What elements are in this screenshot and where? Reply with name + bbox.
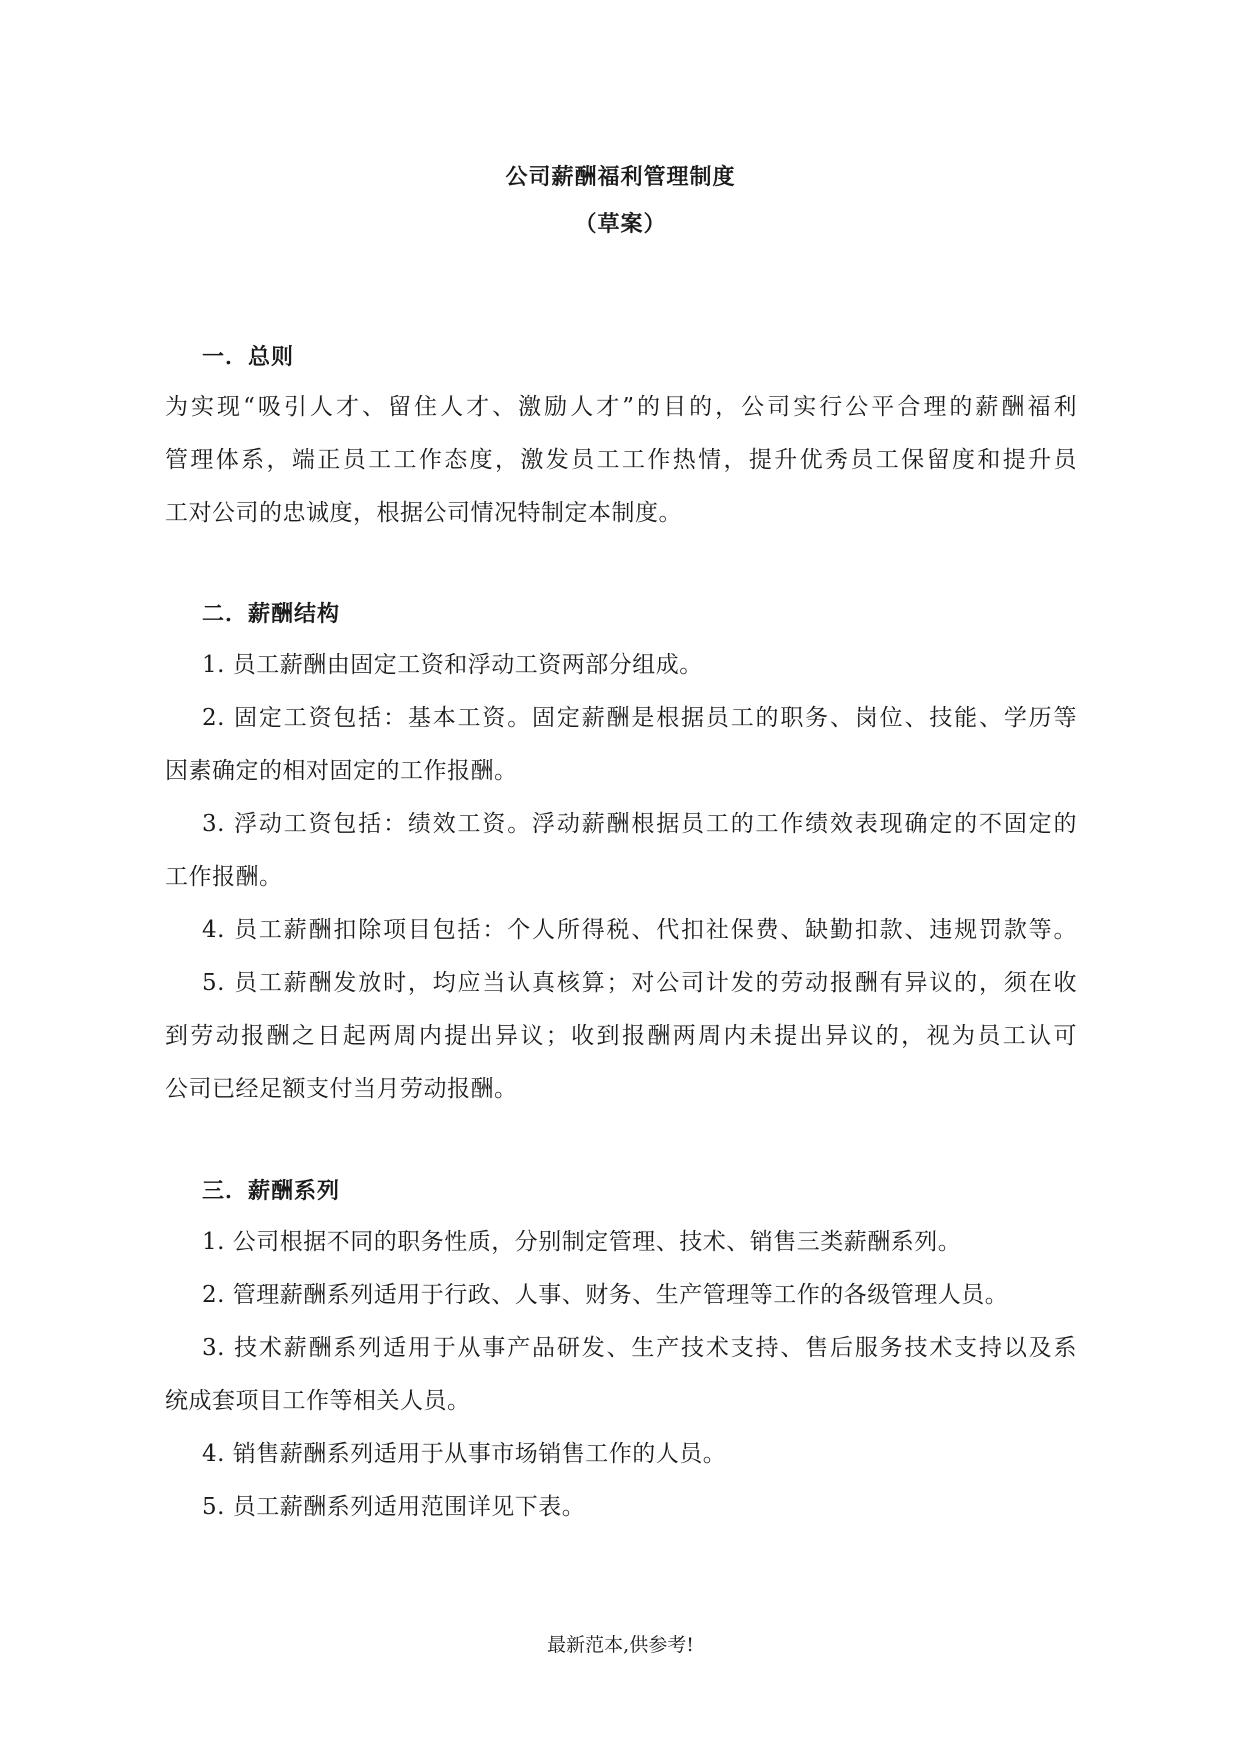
document-subtitle: （草案） [574,212,667,237]
list-item: 5. 员工薪酬发放时，均应当认真核算；对公司计发的劳动报酬有异议的，须在收 [202,970,1077,996]
list-item-continuation: 到劳动报酬之日起两周内提出异议；收到报酬两周内未提出异议的，视为员工认可 [165,1023,1077,1049]
list-item: 1. 员工薪酬由固定工资和浮动工资两部分组成。 [202,652,703,678]
list-item-continuation: 公司已经足额支付当月劳动报酬。 [165,1076,518,1102]
list-item: 2. 固定工资包括：基本工资。固定薪酬是根据员工的职务、岗位、技能、学历等 [202,705,1077,731]
paragraph-line: 工对公司的忠诚度，根据公司情况特制定本制度。 [165,500,682,526]
section-heading-salary-structure: 二．薪酬结构 [202,602,341,627]
list-item-continuation: 因素确定的相对固定的工作报酬。 [165,758,518,784]
list-item: 3. 技术薪酬系列适用于从事产品研发、生产技术支持、售后服务技术支持以及系 [202,1335,1077,1361]
section-heading-general: 一．总则 [202,345,295,370]
list-item: 2. 管理薪酬系列适用于行政、人事、财务、生产管理等工作的各级管理人员。 [202,1282,1009,1308]
list-item: 4. 销售薪酬系列适用于从事市场销售工作的人员。 [202,1441,727,1467]
list-item-continuation: 工作报酬。 [165,864,283,890]
list-item: 4. 员工薪酬扣除项目包括：个人所得税、代扣社保费、缺勤扣款、违规罚款等。 [202,917,1077,943]
list-item: 3. 浮动工资包括：绩效工资。浮动薪酬根据员工的工作绩效表现确定的不固定的 [202,811,1077,837]
list-item-continuation: 统成套项目工作等相关人员。 [165,1388,471,1414]
document-title: 公司薪酬福利管理制度 [505,165,736,190]
list-item: 1. 公司根据不同的职务性质，分别制定管理、技术、销售三类薪酬系列。 [202,1229,962,1255]
list-item: 5. 员工薪酬系列适用范围详见下表。 [202,1494,586,1520]
paragraph-line: 管理体系，端正员工工作态度，激发员工工作热情，提升优秀员工保留度和提升员 [165,447,1077,473]
paragraph-line: 为实现“吸引人才、留住人才、激励人才”的目的，公司实行公平合理的薪酬福利 [165,394,1077,420]
section-heading-salary-series: 三．薪酬系列 [202,1179,341,1204]
page-footer: 最新范本,供参考! [547,1634,694,1656]
